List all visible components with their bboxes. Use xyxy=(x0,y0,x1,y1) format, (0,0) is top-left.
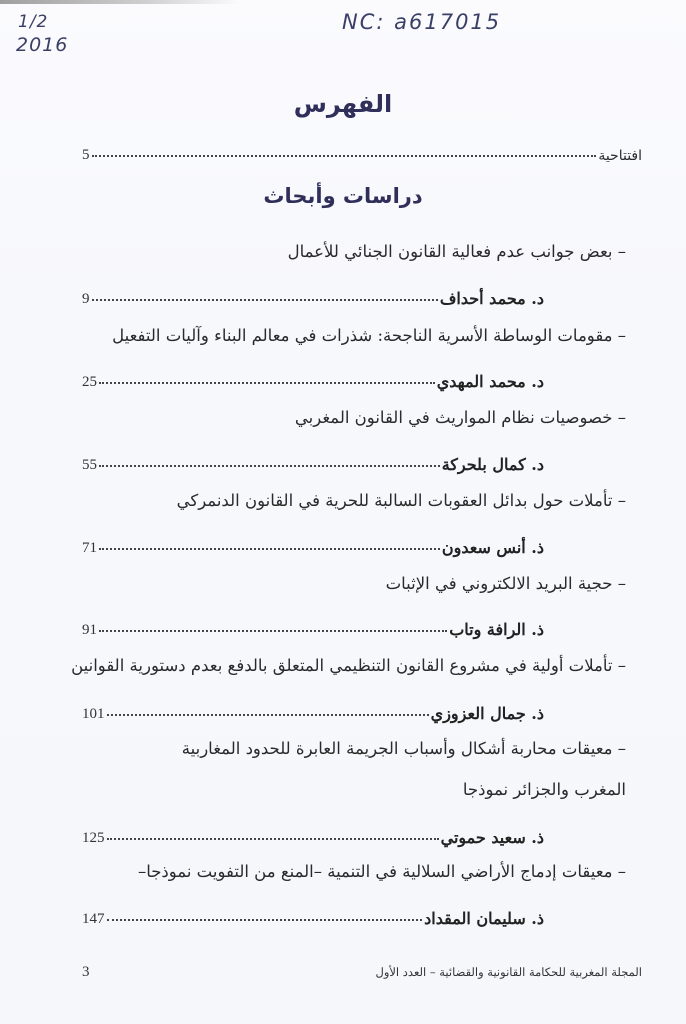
author-name: ذ. سليمان المقداد xyxy=(424,909,544,928)
page-title: الفهرس xyxy=(293,90,393,118)
entry-title-continuation: المغرب والجزائر نموذجا xyxy=(462,780,626,799)
page-number: 9 xyxy=(82,291,90,307)
page-number: 147 xyxy=(82,911,105,927)
page-number: 5 xyxy=(82,147,90,163)
entry-title: – تأملات أولية في مشروع القانون التنظيمي المتعلق بالدفع بعدم دستورية القوانين xyxy=(71,656,626,675)
page-number: 125 xyxy=(82,830,105,846)
toc-author-row xyxy=(82,531,544,557)
dot-leader xyxy=(92,155,597,157)
dot-leader xyxy=(99,548,440,550)
author-name: ذ. أنس سعدون xyxy=(441,538,544,557)
entry-title: – خصوصيات نظام المواريث في القانون المغربي xyxy=(294,408,626,427)
section-title: دراسات وأبحاث xyxy=(263,184,423,208)
dot-leader xyxy=(99,465,440,467)
journal-running-footer: المجلة المغربية للحكامة القانونية والقضائية – العدد الأول xyxy=(375,965,642,979)
author-name: د. محمد المهدي xyxy=(436,372,544,391)
entry-title: – مقومات الوساطة الأسرية الناجحة: شذرات في معالم البناء وآليات التفعيل xyxy=(112,326,626,345)
page-number: 25 xyxy=(82,374,97,390)
toc-author-row xyxy=(82,282,544,308)
dot-leader xyxy=(99,382,435,384)
toc-author-row xyxy=(82,902,544,928)
toc-author-row xyxy=(82,613,544,639)
author-name: ذ. الرافة وتاب xyxy=(449,620,544,639)
dot-leader xyxy=(92,299,438,301)
entry-title: – حجية البريد الالكتروني في الإثبات xyxy=(385,574,626,593)
entry-title: – معيقات إدماج الأراضي السلالية في التنمية –المنع من التفويت نموذجا– xyxy=(137,862,626,881)
page-number: 91 xyxy=(82,622,97,638)
handwritten-number: 1/2 xyxy=(18,12,49,32)
author-name: د. محمد أحداف xyxy=(439,289,544,308)
dot-leader xyxy=(99,630,447,632)
page-footer xyxy=(82,962,642,982)
entry-title: – تأملات حول بدائل العقوبات السالبة للحرية في القانون الدنمركي xyxy=(176,491,626,510)
dot-leader xyxy=(107,838,439,840)
toc-author-row xyxy=(82,821,544,847)
handwritten-code: NC: a617015 xyxy=(342,10,502,34)
author-name: ذ. جمال العزوزي xyxy=(430,704,544,723)
author-name: ذ. سعيد حموتي xyxy=(440,828,544,847)
folio-number: 3 xyxy=(82,963,90,980)
dot-leader xyxy=(107,919,423,921)
toc-author-row xyxy=(82,365,544,391)
toc-author-row xyxy=(82,448,544,474)
intro-label: افتتاحية xyxy=(598,148,642,164)
scan-edge-shadow xyxy=(0,0,240,4)
handwritten-year: 2016 xyxy=(16,34,69,56)
dot-leader xyxy=(107,714,429,716)
entry-title: – بعض جوانب عدم فعالية القانون الجنائي للأعمال xyxy=(287,242,626,261)
toc-intro-row xyxy=(82,138,642,164)
page-number: 101 xyxy=(82,706,105,722)
page-number: 71 xyxy=(82,540,97,556)
toc-author-row xyxy=(82,697,544,723)
entry-title: – معيقات محاربة أشكال وأسباب الجريمة العابرة للحدود المغاربية xyxy=(181,739,626,758)
page-number: 55 xyxy=(82,457,97,473)
author-name: د. كمال بلحركة xyxy=(441,455,544,474)
